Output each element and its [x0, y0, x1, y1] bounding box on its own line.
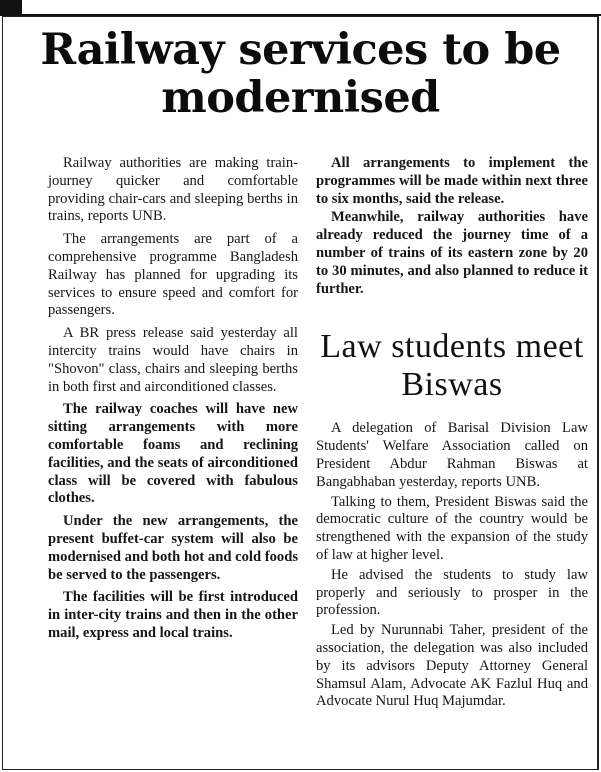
- article-paragraph-5: Under the new arrangements, the present buffet-car system will also be modernised and both hot and cold foods be served to the passengers.: [48, 513, 298, 583]
- top-rule: [0, 0, 601, 16]
- article-paragraph-3: A BR press release said yesterday all intercity trains would have chairs in "Shovon" class, chairs and sleeping berths in both first and airconditioned classes.: [48, 325, 298, 395]
- secondary-paragraph-1: A delegation of Barisal Division Law Students' Welfare Association called on President Abdur Rahman Biswas at Bangabhaban yesterday, reports UNB.: [316, 420, 588, 490]
- headline: Railway services to be modernised: [40, 25, 561, 123]
- article-paragraph-1: Railway authorities are making train-journey quicker and comfortable providing chair-cars and sleeping berths in trains, reports UNB.: [48, 155, 298, 225]
- article-paragraph-4: The railway coaches will have new sitting arrangements with more comfortable foams and reclining facilities, and the seats of airconditioned class will be covered with fabulous clothes.: [48, 401, 298, 507]
- top-rule-notch: [0, 0, 22, 14]
- secondary-paragraph-4: Led by Nurunnabi Taher, president of the association, the delegation was also included by its advisors Deputy Attorney General Shamsul Alam, Advocate AK Fazlul Huq and Advocate Nurul Huq Majumdar.: [316, 622, 588, 710]
- article-paragraph-2: The arrangements are part of a comprehensive programme Bangladesh Railway has planned for upgrading its services to ensure speed and comfort for passengers.: [48, 231, 298, 319]
- right-column: [316, 155, 588, 713]
- article-paragraph-7: All arrangements to implement the programmes will be made within next three to six months, said the release.: [316, 155, 588, 207]
- secondary-paragraph-2: Talking to them, President Biswas said the democratic culture of the country would be strengthened with the expansion of the study of law at higher level.: [316, 493, 588, 563]
- secondary-paragraph-3: He advised the students to study law properly and seriously to prosper in the profession.: [316, 566, 588, 619]
- secondary-headline: Law students meet Biswas: [320, 328, 584, 404]
- article-paragraph-6: The facilities will be first introduced in inter-city trains and then in the other mail, express and local trains.: [48, 589, 298, 641]
- left-column: [48, 155, 298, 648]
- article-paragraph-8: Meanwhile, railway authorities have already reduced the journey time of a number of trains of its eastern zone by 20 to 30 minutes, and also planned to reduce it further.: [316, 209, 588, 297]
- secondary-article: [316, 328, 588, 711]
